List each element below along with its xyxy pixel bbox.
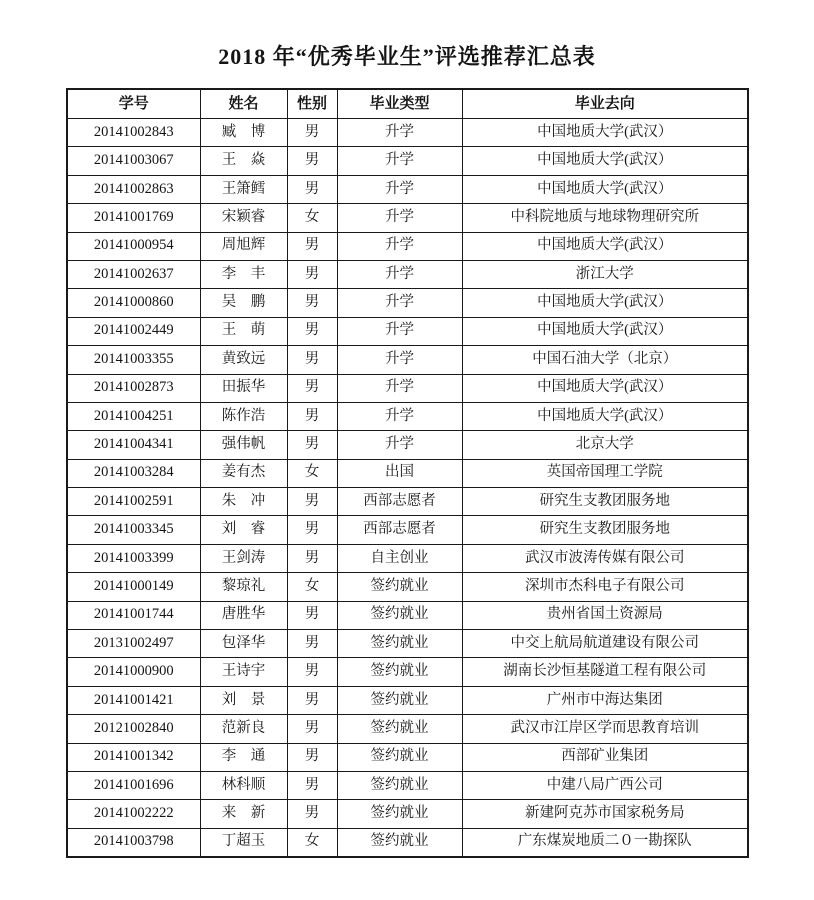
table-row xyxy=(67,402,748,430)
cell-graduation-type: 签约就业 xyxy=(337,800,462,828)
cell-name: 林科顺 xyxy=(200,771,287,799)
page-title: 2018 年“优秀毕业生”评选推荐汇总表 xyxy=(218,44,596,69)
cell-graduation-type: 西部志愿者 xyxy=(337,488,462,516)
table-row xyxy=(67,459,748,487)
cell-name: 王箫鳕 xyxy=(200,175,287,203)
table-row xyxy=(67,488,748,516)
table-row xyxy=(67,544,748,572)
cell-destination: 武汉市波涛传媒有限公司 xyxy=(462,544,748,572)
cell-graduation-type: 升学 xyxy=(337,147,462,175)
cell-gender: 女 xyxy=(287,828,337,857)
cell-name: 朱 冲 xyxy=(200,488,287,516)
cell-student-id: 20141003798 xyxy=(67,828,200,857)
cell-gender: 男 xyxy=(287,317,337,345)
cell-name: 李 通 xyxy=(200,743,287,771)
cell-gender: 男 xyxy=(287,488,337,516)
cell-name: 姜有杰 xyxy=(200,459,287,487)
cell-gender: 女 xyxy=(287,204,337,232)
cell-name: 王剑涛 xyxy=(200,544,287,572)
cell-graduation-type: 升学 xyxy=(337,204,462,232)
cell-graduation-type: 西部志愿者 xyxy=(337,516,462,544)
cell-graduation-type: 签约就业 xyxy=(337,601,462,629)
table-header xyxy=(67,89,748,119)
cell-student-id: 20141002449 xyxy=(67,317,200,345)
cell-graduation-type: 出国 xyxy=(337,459,462,487)
cell-gender: 男 xyxy=(287,260,337,288)
cell-student-id: 20141002843 xyxy=(67,119,200,147)
cell-destination: 贵州省国土资源局 xyxy=(462,601,748,629)
cell-destination: 北京大学 xyxy=(462,431,748,459)
cell-gender: 男 xyxy=(287,544,337,572)
table-row xyxy=(67,232,748,260)
cell-gender: 男 xyxy=(287,346,337,374)
table-row xyxy=(67,630,748,658)
cell-destination: 广州市中海达集团 xyxy=(462,686,748,714)
table-row xyxy=(67,374,748,402)
cell-name: 黄致远 xyxy=(200,346,287,374)
cell-graduation-type: 签约就业 xyxy=(337,630,462,658)
cell-student-id: 20141003345 xyxy=(67,516,200,544)
cell-graduation-type: 签约就业 xyxy=(337,828,462,857)
cell-graduation-type: 签约就业 xyxy=(337,658,462,686)
table-row xyxy=(67,119,748,147)
cell-destination: 中国地质大学(武汉） xyxy=(462,175,748,203)
cell-destination: 中国地质大学(武汉） xyxy=(462,147,748,175)
cell-destination: 研究生支教团服务地 xyxy=(462,516,748,544)
table-row xyxy=(67,601,748,629)
cell-destination: 英国帝国理工学院 xyxy=(462,459,748,487)
cell-gender: 男 xyxy=(287,175,337,203)
cell-graduation-type: 升学 xyxy=(337,119,462,147)
cell-graduation-type: 升学 xyxy=(337,374,462,402)
cell-destination: 中国地质大学(武汉） xyxy=(462,374,748,402)
cell-destination: 中交上航局航道建设有限公司 xyxy=(462,630,748,658)
cell-name: 刘 景 xyxy=(200,686,287,714)
cell-name: 田振华 xyxy=(200,374,287,402)
cell-gender: 男 xyxy=(287,715,337,743)
cell-destination: 研究生支教团服务地 xyxy=(462,488,748,516)
cell-graduation-type: 签约就业 xyxy=(337,686,462,714)
cell-gender: 男 xyxy=(287,289,337,317)
cell-name: 陈作浩 xyxy=(200,402,287,430)
cell-gender: 女 xyxy=(287,459,337,487)
cell-destination: 中国地质大学(武汉） xyxy=(462,289,748,317)
cell-graduation-type: 升学 xyxy=(337,175,462,203)
table-row xyxy=(67,346,748,374)
header-graduation-type: 毕业类型 xyxy=(337,89,462,119)
cell-graduation-type: 签约就业 xyxy=(337,771,462,799)
cell-gender: 男 xyxy=(287,601,337,629)
table-body xyxy=(67,119,748,858)
cell-student-id: 20141000860 xyxy=(67,289,200,317)
cell-student-id: 20141001421 xyxy=(67,686,200,714)
table-row xyxy=(67,715,748,743)
header-student-id: 学号 xyxy=(67,89,200,119)
cell-graduation-type: 升学 xyxy=(337,346,462,374)
cell-name: 丁超玉 xyxy=(200,828,287,857)
cell-graduation-type: 签约就业 xyxy=(337,573,462,601)
table-row xyxy=(67,686,748,714)
cell-student-id: 20141002637 xyxy=(67,260,200,288)
cell-name: 强伟帆 xyxy=(200,431,287,459)
header-gender: 性别 xyxy=(287,89,337,119)
cell-gender: 男 xyxy=(287,630,337,658)
cell-graduation-type: 升学 xyxy=(337,317,462,345)
cell-name: 唐胜华 xyxy=(200,601,287,629)
table-row xyxy=(67,175,748,203)
cell-student-id: 20141001342 xyxy=(67,743,200,771)
cell-destination: 广东煤炭地质二０一勘探队 xyxy=(462,828,748,857)
cell-name: 王诗宇 xyxy=(200,658,287,686)
cell-name: 宋颖睿 xyxy=(200,204,287,232)
cell-name: 王 萌 xyxy=(200,317,287,345)
table-row xyxy=(67,743,748,771)
cell-gender: 男 xyxy=(287,402,337,430)
table-row xyxy=(67,828,748,857)
cell-gender: 男 xyxy=(287,658,337,686)
cell-graduation-type: 升学 xyxy=(337,232,462,260)
table-row xyxy=(67,516,748,544)
header-name: 姓名 xyxy=(200,89,287,119)
cell-student-id: 20141000954 xyxy=(67,232,200,260)
cell-destination: 中科院地质与地球物理研究所 xyxy=(462,204,748,232)
cell-destination: 中建八局广西公司 xyxy=(462,771,748,799)
cell-student-id: 20131002497 xyxy=(67,630,200,658)
cell-student-id: 20141001696 xyxy=(67,771,200,799)
header-destination: 毕业去向 xyxy=(462,89,748,119)
cell-student-id: 20141002591 xyxy=(67,488,200,516)
cell-gender: 男 xyxy=(287,431,337,459)
cell-student-id: 20141004251 xyxy=(67,402,200,430)
cell-name: 来 新 xyxy=(200,800,287,828)
cell-destination: 西部矿业集团 xyxy=(462,743,748,771)
cell-destination: 中国地质大学(武汉） xyxy=(462,232,748,260)
cell-destination: 中国地质大学(武汉） xyxy=(462,317,748,345)
cell-student-id: 20141002873 xyxy=(67,374,200,402)
cell-destination: 湖南长沙恒基隧道工程有限公司 xyxy=(462,658,748,686)
cell-destination: 中国石油大学（北京） xyxy=(462,346,748,374)
cell-name: 包泽华 xyxy=(200,630,287,658)
table-row xyxy=(67,771,748,799)
cell-gender: 男 xyxy=(287,771,337,799)
cell-student-id: 20141003284 xyxy=(67,459,200,487)
cell-graduation-type: 签约就业 xyxy=(337,715,462,743)
cell-destination: 新建阿克苏市国家税务局 xyxy=(462,800,748,828)
table-row xyxy=(67,800,748,828)
cell-gender: 男 xyxy=(287,800,337,828)
cell-student-id: 20141000149 xyxy=(67,573,200,601)
table-row xyxy=(67,431,748,459)
cell-student-id: 20141003355 xyxy=(67,346,200,374)
cell-name: 刘 睿 xyxy=(200,516,287,544)
cell-graduation-type: 升学 xyxy=(337,431,462,459)
cell-student-id: 20141003067 xyxy=(67,147,200,175)
cell-student-id: 20141001769 xyxy=(67,204,200,232)
cell-name: 臧 博 xyxy=(200,119,287,147)
cell-gender: 男 xyxy=(287,516,337,544)
table-row xyxy=(67,260,748,288)
table-row xyxy=(67,317,748,345)
cell-gender: 男 xyxy=(287,686,337,714)
cell-student-id: 20141004341 xyxy=(67,431,200,459)
cell-destination: 深圳市杰科电子有限公司 xyxy=(462,573,748,601)
cell-student-id: 20141000900 xyxy=(67,658,200,686)
table-row xyxy=(67,289,748,317)
table-row xyxy=(67,147,748,175)
cell-student-id: 20141002863 xyxy=(67,175,200,203)
cell-graduation-type: 升学 xyxy=(337,402,462,430)
cell-name: 范新良 xyxy=(200,715,287,743)
table-row xyxy=(67,573,748,601)
cell-name: 黎琼礼 xyxy=(200,573,287,601)
cell-destination: 武汉市江岸区学而思教育培训 xyxy=(462,715,748,743)
cell-destination: 浙江大学 xyxy=(462,260,748,288)
cell-graduation-type: 升学 xyxy=(337,260,462,288)
table-row xyxy=(67,204,748,232)
header-row xyxy=(67,89,748,119)
graduates-table xyxy=(66,88,749,858)
cell-student-id: 20141001744 xyxy=(67,601,200,629)
cell-student-id: 20141003399 xyxy=(67,544,200,572)
cell-gender: 女 xyxy=(287,573,337,601)
cell-graduation-type: 自主创业 xyxy=(337,544,462,572)
cell-name: 李 丰 xyxy=(200,260,287,288)
cell-gender: 男 xyxy=(287,147,337,175)
table-row xyxy=(67,658,748,686)
cell-destination: 中国地质大学(武汉） xyxy=(462,402,748,430)
cell-destination: 中国地质大学(武汉） xyxy=(462,119,748,147)
cell-graduation-type: 签约就业 xyxy=(337,743,462,771)
cell-gender: 男 xyxy=(287,119,337,147)
cell-gender: 男 xyxy=(287,743,337,771)
cell-gender: 男 xyxy=(287,374,337,402)
cell-name: 吴 鹏 xyxy=(200,289,287,317)
cell-gender: 男 xyxy=(287,232,337,260)
cell-student-id: 20121002840 xyxy=(67,715,200,743)
cell-student-id: 20141002222 xyxy=(67,800,200,828)
cell-name: 王 焱 xyxy=(200,147,287,175)
cell-name: 周旭辉 xyxy=(200,232,287,260)
cell-graduation-type: 升学 xyxy=(337,289,462,317)
